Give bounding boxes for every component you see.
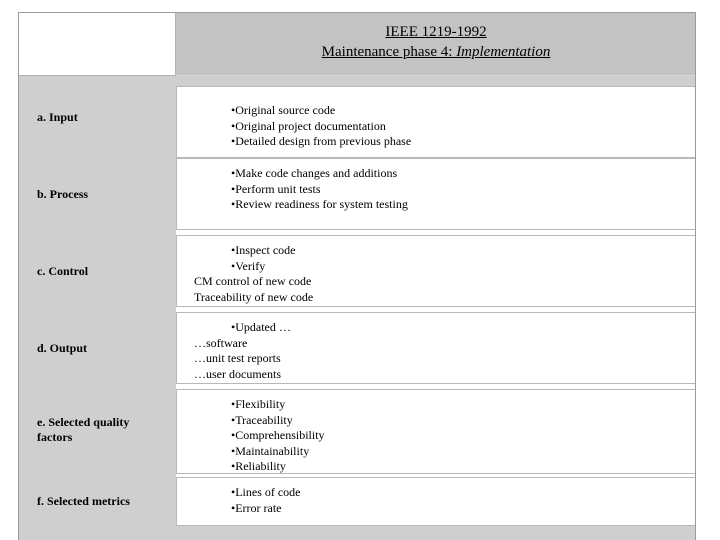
list-item: •Comprehensibility — [231, 428, 325, 443]
row-label-quality-factors-line1: e. Selected quality — [37, 415, 130, 429]
list-item: •Perform unit tests — [231, 181, 321, 196]
list-item: •Error rate — [231, 500, 282, 515]
list-item: •Inspect code — [231, 243, 296, 257]
row-label-quality-factors-line2: factors — [37, 430, 73, 444]
row-label-output: d. Output — [37, 341, 88, 355]
list-item: •Maintainability — [231, 443, 310, 458]
header-subtitle-prefix: Maintenance phase 4: — [321, 44, 457, 60]
row-label-process: b. Process — [37, 187, 89, 201]
list-item: •Flexibility — [231, 397, 286, 411]
list-item: •Verify — [231, 258, 266, 273]
list-item: •Reliability — [231, 459, 286, 474]
list-item: •Lines of code — [231, 485, 301, 499]
list-item: •Original project documentation — [231, 118, 386, 133]
list-item: •Review readiness for system testing — [231, 197, 408, 212]
row-label-input: a. Input — [37, 110, 78, 124]
row-label-control: c. Control — [37, 264, 89, 278]
row-label-metrics: f. Selected metrics — [37, 494, 130, 508]
list-item: Traceability of new code — [194, 289, 314, 304]
list-item: •Make code changes and additions — [231, 166, 398, 180]
list-item: •Detailed design from previous phase — [231, 134, 412, 149]
list-item: •Original source code — [231, 103, 336, 117]
header-title: IEEE 1219-1992 — [385, 24, 487, 40]
list-item: •Updated … — [231, 320, 291, 334]
list-item: CM control of new code — [194, 274, 312, 289]
list-item: …software — [194, 335, 248, 350]
list-item: …unit test reports — [194, 351, 281, 366]
header-subtitle-phase: Implementation — [456, 44, 551, 60]
list-item: •Traceability — [231, 412, 293, 427]
list-item: …user documents — [194, 366, 281, 381]
table-frame — [18, 12, 696, 540]
